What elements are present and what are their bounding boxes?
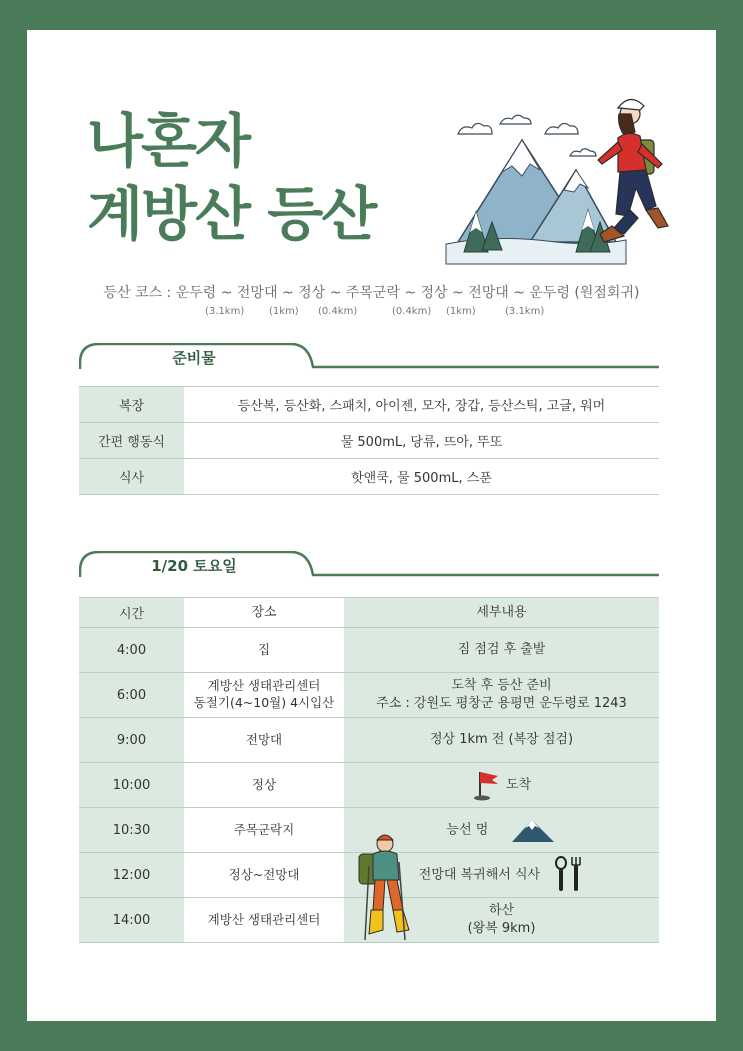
schedule-place: 정상	[184, 763, 344, 808]
schedule-detail-text: 능선 멍	[446, 822, 489, 838]
schedule-time: 9:00	[79, 718, 184, 763]
column-header: 장소	[184, 598, 344, 628]
schedule-place: 주목군락지	[184, 808, 344, 853]
schedule-detail-line: 하산	[488, 903, 515, 919]
prep-key: 식사	[79, 459, 184, 495]
schedule-time: 10:00	[79, 763, 184, 808]
schedule-time: 12:00	[79, 853, 184, 898]
table-row	[79, 423, 659, 459]
schedule-address: 주소 : 강원도 평창군 용평면 운두령로 1243	[376, 696, 627, 711]
table-row	[79, 763, 659, 808]
column-header: 세부내용	[344, 598, 659, 628]
table-row	[79, 718, 659, 763]
table-row	[79, 673, 659, 718]
schedule-place-note: 동절기(4~10월) 4시입산	[193, 695, 335, 710]
distance-label: (3.1km)	[505, 306, 545, 317]
table-row	[79, 628, 659, 673]
schedule-detail	[344, 673, 659, 718]
mountain-icon	[510, 816, 556, 844]
schedule-time: 4:00	[79, 628, 184, 673]
schedule-place: 전망대	[184, 718, 344, 763]
distance-label: (1km)	[446, 306, 476, 317]
poster-page	[27, 30, 716, 1021]
prep-section-heading	[79, 343, 659, 371]
prep-heading-label: 준비물	[172, 349, 216, 367]
schedule-place: 정상~전망대	[184, 853, 344, 898]
column-header: 시간	[79, 598, 184, 628]
distance-label: (0.4km)	[318, 306, 358, 317]
schedule-detail: 짐 점검 후 출발	[344, 628, 659, 673]
schedule-place: 계방산 생태관리센터	[184, 898, 344, 943]
prep-value: 등산복, 등산화, 스패치, 아이젠, 모자, 장갑, 등산스틱, 고글, 워머	[184, 387, 659, 423]
prep-value: 핫앤쿡, 물 500mL, 스푼	[184, 459, 659, 495]
schedule-heading-label: 1/20 토요일	[151, 557, 237, 575]
schedule-time: 10:30	[79, 808, 184, 853]
hiker-with-poles-illustration	[355, 832, 419, 942]
table-row	[79, 387, 659, 423]
title-line-1: 나혼자	[87, 107, 250, 175]
schedule-time: 6:00	[79, 673, 184, 718]
schedule-place-line: 계방산 생태관리센터	[207, 678, 321, 694]
distance-label: (0.4km)	[392, 306, 432, 317]
schedule-detail-text: 전망대 복귀해서 식사	[418, 867, 541, 883]
schedule-detail-note: (왕복 9km)	[467, 921, 536, 936]
title-line-2: 계방산 등산	[87, 180, 376, 248]
schedule-detail-line: 도착 후 등산 준비	[451, 678, 552, 694]
schedule-detail	[344, 763, 659, 808]
table-row	[79, 459, 659, 495]
prep-table	[79, 386, 659, 495]
summit-flag-icon	[472, 768, 502, 802]
schedule-section-heading	[79, 551, 659, 579]
course-description: 등산 코스 : 운두령 ~ 전망대 ~ 정상 ~ 주목군락 ~ 정상 ~ 전망대 ~ 운두령 (원점회귀)	[103, 285, 640, 301]
prep-value: 물 500mL, 당류, 뜨아, 뚜또	[184, 423, 659, 459]
schedule-time: 14:00	[79, 898, 184, 943]
distance-label: (1km)	[269, 306, 299, 317]
schedule-place	[184, 673, 344, 718]
prep-key: 복장	[79, 387, 184, 423]
spoon-fork-icon	[552, 855, 584, 895]
table-header-row	[79, 598, 659, 628]
schedule-place: 집	[184, 628, 344, 673]
distance-label: (3.1km)	[205, 306, 245, 317]
schedule-detail: 정상 1km 전 (복장 점검)	[344, 718, 659, 763]
prep-key: 간편 행동식	[79, 423, 184, 459]
schedule-detail-text: 도착	[506, 777, 532, 793]
mountain-hiker-illustration	[440, 92, 680, 272]
